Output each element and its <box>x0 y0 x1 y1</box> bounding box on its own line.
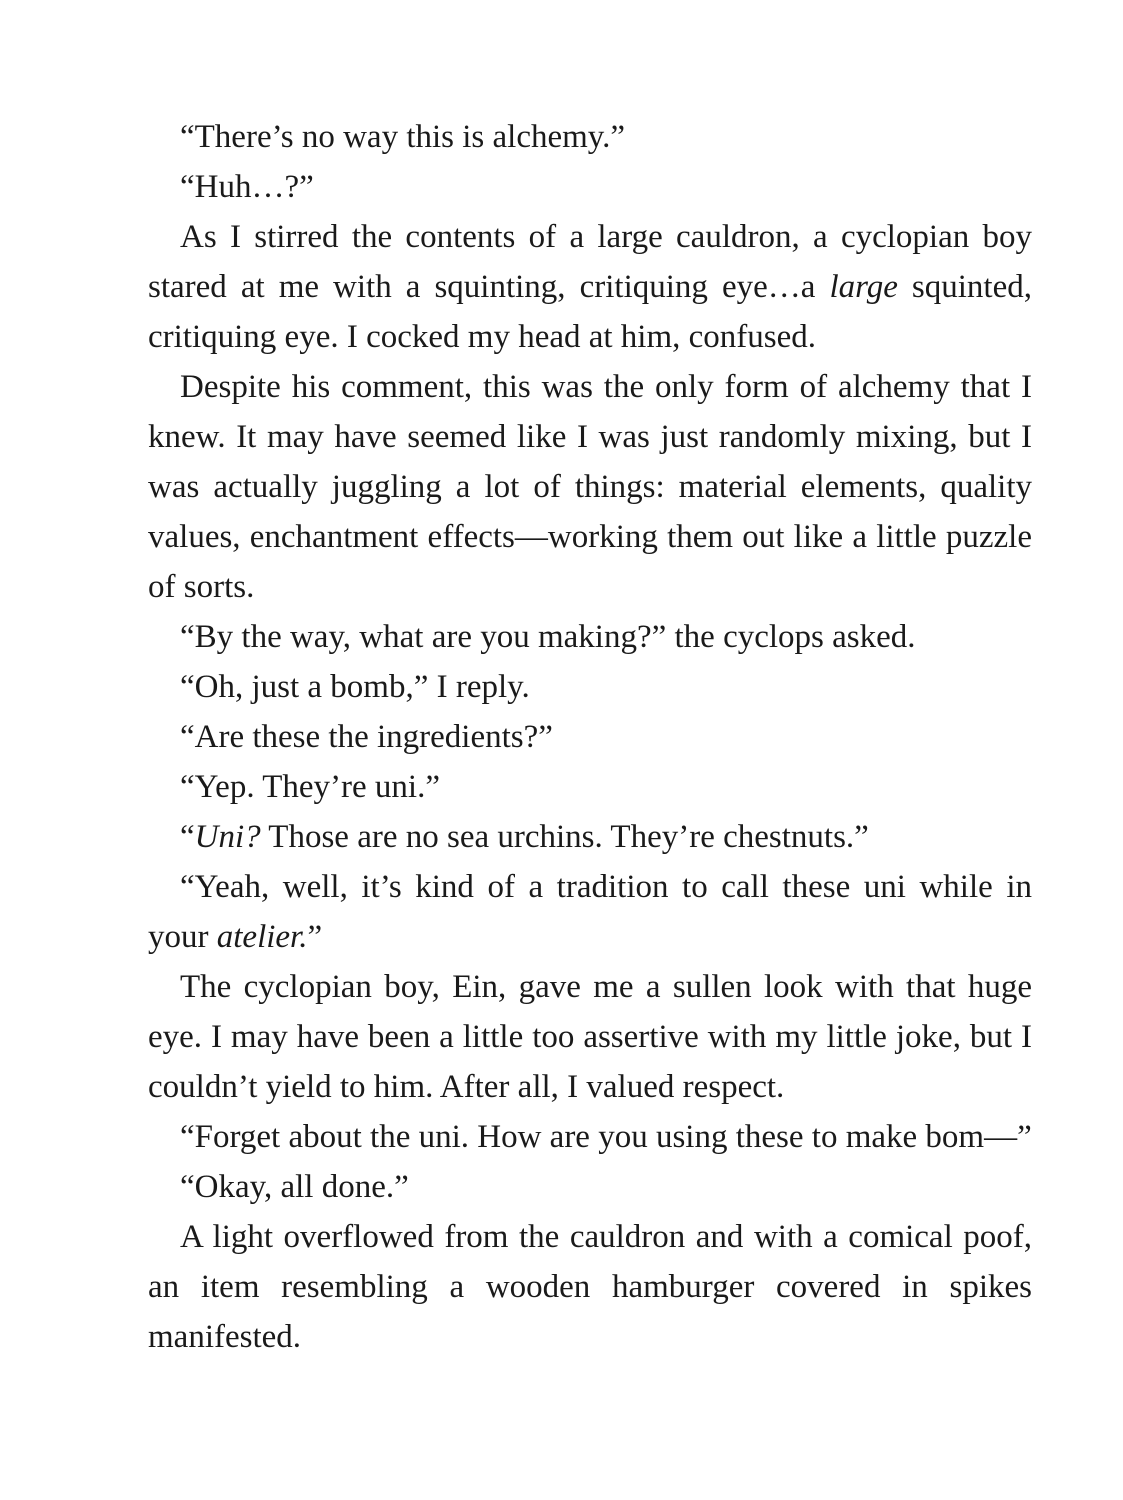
paragraph-7: “Are these the ingredients?” <box>180 719 553 755</box>
paragraph-9: “Uni? Those are no sea urchins. They’re chestnuts.” <box>180 819 869 855</box>
emphasis-text: atelier. <box>216 919 308 955</box>
emphasis-text: large <box>829 269 898 305</box>
paragraph-3: As I stirred the contents of a large cauldron, a cyclopian boy stared at me with a squinting, critiquing eye…a large squinted, critiquing eye. I cocked my head at him, confused. <box>148 219 1032 355</box>
paragraph-4: Despite his comment, this was the only form of alchemy that I knew. It may have seemed like I was just randomly mixing, but I was actually juggling a lot of things: material elements, quality values, enchantment effects—working them out like a little puzzle of sorts. <box>148 369 1032 605</box>
paragraph-13: “Okay, all done.” <box>180 1169 409 1205</box>
paragraph-8: “Yep. They’re uni.” <box>180 769 440 805</box>
paragraph-14: A light overflowed from the cauldron and with a comical poof, an item resembling a wooden hamburger covered in spikes manifested. <box>148 1219 1032 1355</box>
paragraph-2: “Huh…?” <box>180 169 314 205</box>
book-page <box>148 112 1032 1362</box>
paragraph-10: “Yeah, well, it’s kind of a tradition to call these uni while in your atelier.” <box>148 869 1032 955</box>
paragraph-11: The cyclopian boy, Ein, gave me a sullen look with that huge eye. I may have been a little too assertive with my little joke, but I couldn’t yield to him. After all, I valued respect. <box>148 969 1032 1105</box>
paragraph-1: “There’s no way this is alchemy.” <box>180 119 626 155</box>
paragraph-6: “Oh, just a bomb,” I reply. <box>180 669 530 705</box>
paragraph-5: “By the way, what are you making?” the cyclops asked. <box>180 619 916 655</box>
emphasis-text: Uni? <box>194 819 261 855</box>
paragraph-12: “Forget about the uni. How are you using these to make bom—” <box>180 1119 1032 1155</box>
